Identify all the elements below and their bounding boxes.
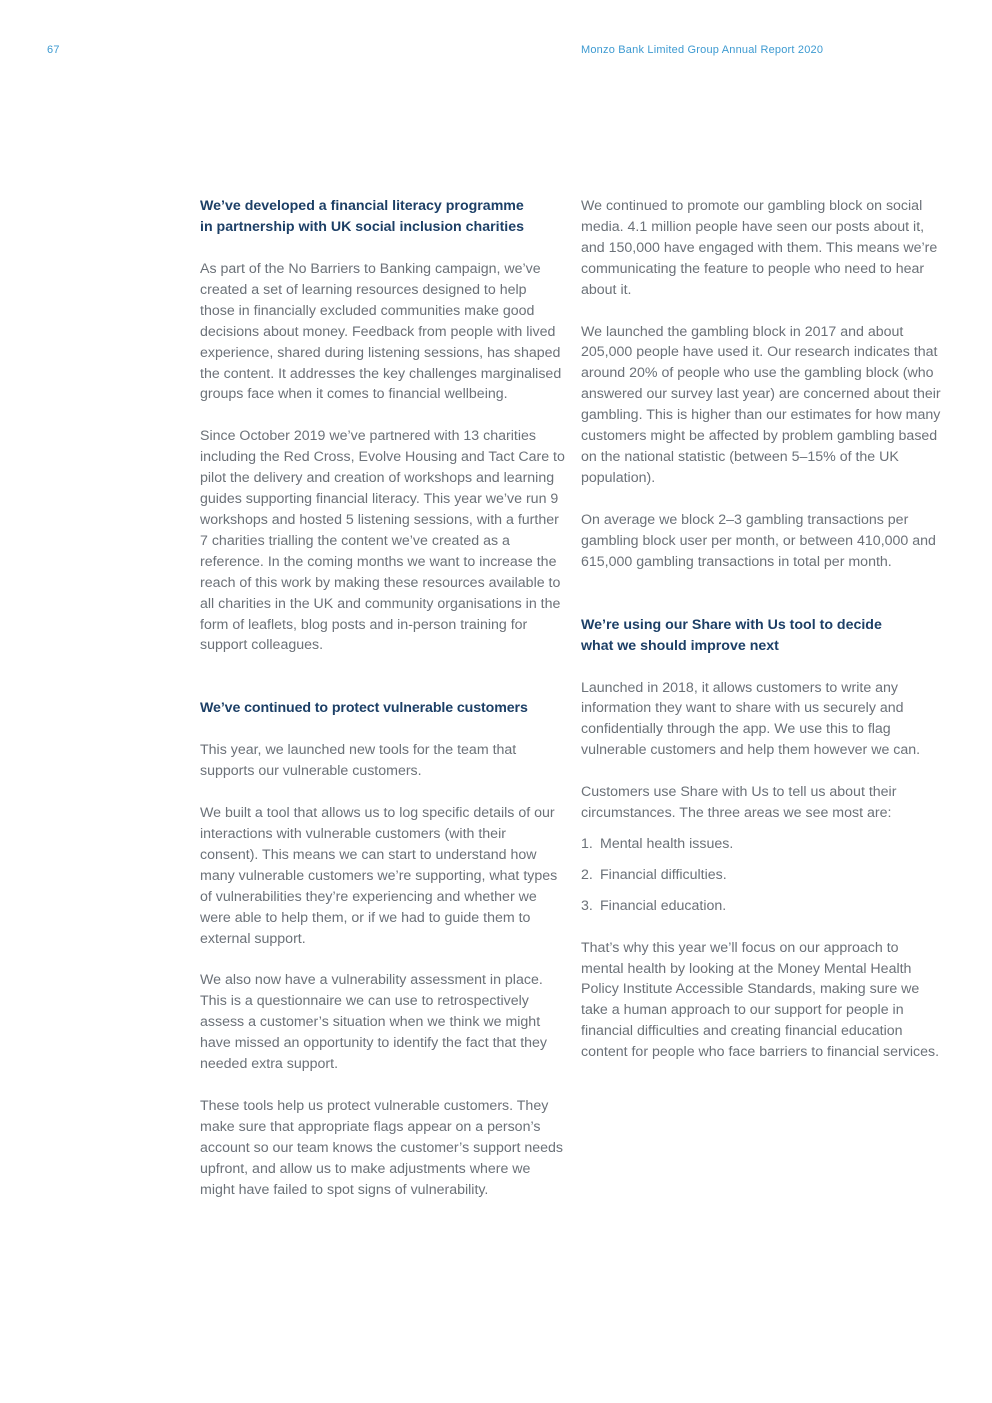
list-item (581, 896, 943, 917)
report-title: Monzo Bank Limited Group Annual Report 2020 (581, 44, 824, 56)
heading-line: We’re using our Share with Us tool to decide (581, 616, 882, 633)
paragraph: Launched in 2018, it allows customers to write any information they want to share with us securely and confidentially through the app. We use this to flag vulnerable customers and help them however we can. (581, 679, 921, 759)
section-heading-share-with-us (581, 615, 943, 657)
paragraph: Since October 2019 we’ve partnered with 13 charities including the Red Cross, Evolve Housing and Tact Care to pilot the delivery and creation of workshops and learning guides supporting financial literacy. This year we’ve run 9 workshops and hosted 5 listening sessions, with a further 7 charities trialling the content we’ve created as a reference. In the coming months we want to increase the reach of this work by making these resources available to all charities in the UK and community organisations in the form of leaflets, blog posts and in-person training for support colleagues. (200, 428, 565, 654)
section-heading-vulnerable-customers: We’ve continued to protect vulnerable customers (200, 700, 528, 717)
paragraph: On average we block 2–3 gambling transactions per gambling block user per month, or between 410,000 and 615,000 gambling transactions in total per month. (581, 511, 936, 570)
page-number: 67 (47, 44, 60, 56)
numbered-list (581, 834, 943, 917)
list-number: 3. (581, 897, 593, 914)
paragraph: We launched the gambling block in 2017 and about 205,000 people have used it. Our research indicates that around 20% of people who use the gambling block (who answered our survey last year) are concerned about their gambling. This is higher than our estimates for how many customers might be affected by problem gambling based on the national statistic (between 5–15% of the UK population). (581, 323, 941, 486)
list-number: 1. (581, 835, 593, 852)
paragraph: We also now have a vulnerability assessment in place. This is a questionnaire we can use to retrospectively assess a customer’s situation when we think we might have missed an opportunity to identify the fact that they needed extra support. (200, 972, 548, 1073)
paragraph: We continued to promote our gambling block on social media. 4.1 million people have seen our posts about it, and 150,000 have engaged with them. This means we’re communicating the feature to people who need to hear about it. (581, 198, 938, 298)
heading-line: We’ve developed a financial literacy programme (200, 198, 524, 214)
paragraph: We built a tool that allows us to log specific details of our interactions with vulnerable customers (with their consent). This means we can start to understand how many vulnerable customers we’re supporting, what types of vulnerabilities they’re experiencing and whether we were able to help them, or if we had to guide them to external support. (200, 805, 558, 947)
list-text: Financial education. (600, 897, 727, 914)
paragraph: Customers use Share with Us to tell us about their circumstances. The three areas we see most are: (581, 784, 897, 822)
list-item (581, 865, 943, 886)
paragraph: These tools help us protect vulnerable customers. They make sure that appropriate flags appear on a person’s account so our team knows the customer’s support needs upfront, and allow us to make adjustments where we might have failed to spot signs of vulnerability. (200, 1098, 564, 1198)
paragraph: This year, we launched new tools for the team that supports our vulnerable customers. (200, 742, 517, 780)
right-column (581, 196, 943, 1063)
list-item (581, 834, 943, 855)
left-column (200, 196, 565, 1201)
list-text: Financial difficulties. (600, 866, 727, 883)
heading-line: in partnership with UK social inclusion charities (200, 219, 525, 235)
heading-line: what we should improve next (581, 637, 779, 654)
section-heading-financial-literacy (200, 196, 565, 238)
list-number: 2. (581, 866, 593, 883)
paragraph: That’s why this year we’ll focus on our approach to mental health by looking at the Money Mental Health Policy Institute Accessible Standards, making sure we take a human approach to our support for people in financial difficulties and creating financial education content for people who face barriers to financial services. (581, 939, 940, 1061)
list-text: Mental health issues. (600, 835, 734, 852)
paragraph: As part of the No Barriers to Banking campaign, we’ve created a set of learning resources designed to help those in financially excluded communities make good decisions about money. Feedback from people with lived experience, shared during listening sessions, has shaped the content. It addresses the key challenges marginalised groups face when it comes to financial wellbeing. (200, 261, 562, 403)
